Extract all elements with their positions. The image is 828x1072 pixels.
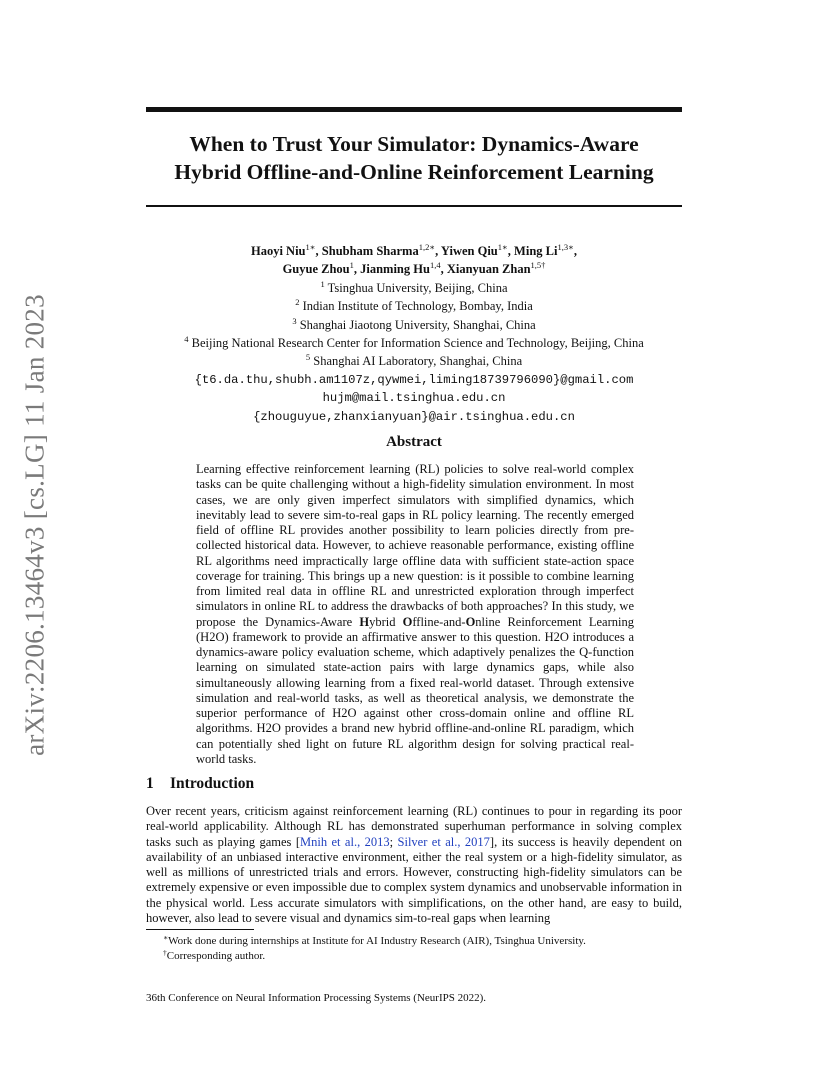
intro-text: Over recent years, criticism against reinforcement learning (RL) continues to pour in regarding its poor real-world applicability. Although RL has demonstrated superhuman performance in solving complex tasks such as playing games [ <box>146 804 682 849</box>
footnote-mark: ∗ <box>163 933 169 942</box>
author-name: Jianming Hu <box>360 262 430 277</box>
affiliation-sup: 1 <box>320 278 325 289</box>
section-title: Introduction <box>170 775 255 792</box>
footnotes <box>146 934 682 964</box>
affiliation-text: Tsinghua University, Beijing, China <box>327 280 508 295</box>
intro-text: ; <box>389 834 398 849</box>
affiliation-sup: 2 <box>295 297 300 308</box>
abstract-text: Learning effective reinforcement learning (RL) policies to solve real-world complex tasks can be quite challenging without a high-fidelity simulation environment. In most cases, we are only given imperfect simulators with simplified dynamics, which inevitably lead to severe sim-to-real gaps in RL policy learning. The recently emerged field of offline RL provides another possibility to learn policies directly from pre-collected historical data. However, to achieve reasonable performance, existing offline RL algorithms need impractically large offline data with sufficient state-action space coverage for training. This brings up a new question: is it possible to combine learning from limited real data in offline RL and unrestricted exploration through imperfect simulators in online RL to address the drawbacks of both approaches? In this study, we propose the Dynamics-Aware <box>196 462 634 629</box>
section-number: 1 <box>146 775 154 792</box>
footnote-text: Work done during internships at Institute for AI Industry Research (AIR), Tsinghua University. <box>168 935 586 947</box>
affiliation <box>120 352 708 370</box>
author-name: Guyue Zhou <box>282 262 350 277</box>
author-name: Yiwen Qiu <box>440 244 498 258</box>
section-heading <box>146 775 254 793</box>
abstract-text: ffline-and- <box>412 614 466 629</box>
author-sup: 1,3∗ <box>557 242 574 252</box>
author-sup: 1,2∗ <box>418 242 436 252</box>
author-name: Ming Li <box>514 244 558 258</box>
abstract-text: ybrid <box>369 614 403 629</box>
title-top-rule <box>146 107 682 112</box>
affiliation-text: Shanghai AI Laboratory, Shanghai, China <box>313 354 523 369</box>
arxiv-identifier <box>10 290 60 760</box>
email-line[interactable]: {zhouguyue,zhanxianyuan}@air.tsinghua.edu.cn <box>253 409 575 424</box>
affiliation <box>120 297 708 315</box>
intro-paragraph <box>146 804 682 926</box>
abstract-body <box>196 462 634 767</box>
title-bottom-rule <box>146 205 682 207</box>
abstract-bold-letter: O <box>465 614 476 629</box>
affiliation-sup: 3 <box>292 315 297 326</box>
author-name: Haoyi Niu <box>250 244 306 258</box>
abstract-bold-letter: H <box>359 614 370 629</box>
email-line[interactable]: {t6.da.thu,shubh.am1107z,qywmei,liming18739796090}@gmail.com <box>194 372 634 387</box>
intro-text: ], its success is heavily dependent on availability of an unbiased interactive environment, either the real system or a high-fidelity simulator, as well as millions of unrestricted trials and errors. However, constructing high-fidelity simulators can be extremely expensive or even impossible due to complex system dynamics and unobservable information in the physical world. Less accurate simulators with simplifications, on the other hand, are easy to build, however, also lead to severe visual and dynamics sim-to-real gaps when learning <box>146 834 682 926</box>
affiliation <box>120 316 708 334</box>
affiliation-text: Shanghai Jiaotong University, Shanghai, China <box>299 317 536 332</box>
affiliation <box>120 279 708 297</box>
author-sup: 1,5† <box>530 260 546 271</box>
footnote <box>146 949 682 964</box>
affiliation-sup: 5 <box>305 352 311 363</box>
paper-title <box>146 130 682 186</box>
affiliation-text: Indian Institute of Technology, Bombay, India <box>302 299 533 314</box>
abstract-paragraph <box>196 462 634 767</box>
title-line-2: Hybrid Offline-and-Online Reinforcement Learning <box>174 160 654 184</box>
footnote-text: Corresponding author. <box>166 950 266 962</box>
author-line-2: Guyue Zhou$^1$, Jianming Hu$^{1,4}$, Xianyuan Zhan$^{1,5\dagger}$ <box>282 260 546 277</box>
abstract-heading: Abstract <box>386 434 442 450</box>
citation-link[interactable]: Mnih et al., 2013 <box>300 834 390 849</box>
author-sup: 1,4 <box>429 260 441 271</box>
citation-link[interactable]: Silver et al., 2017 <box>397 834 490 849</box>
footnote-rule <box>146 929 254 930</box>
affiliation-text: Beijing National Research Center for Information Science and Technology, Beijing, China <box>191 336 644 351</box>
intro-body <box>146 804 682 926</box>
author-sup: 1∗ <box>497 242 508 252</box>
affiliation <box>120 334 708 352</box>
abstract-text: nline Reinforcement Learning (H2O) framework to provide an affirmative answer to this question. H2O introduces a dynamics-aware policy evaluation scheme, which adaptively penalizes the Q-function learning on simulated state-action pairs with large dynamics gaps, while also simultaneously allowing learning from a fixed real-world dataset. Through extensive simulation and real-world tasks, as well as theoretical analysis, we demonstrate the superior performance of H2O against other cross-domain online and offline RL algorithms. H2O provides a brand new hybrid offline-and-online RL paradigm, which can potentially shed light on future RL algorithm design for solving practical real-world tasks. <box>196 614 634 766</box>
author-name: Shubham Sharma <box>321 244 419 258</box>
email-line[interactable]: hujm@mail.tsinghua.edu.cn <box>322 391 506 406</box>
author-block <box>120 242 708 426</box>
affiliation-sup: 4 <box>184 334 189 345</box>
footnote <box>146 934 682 949</box>
author-sup: 1 <box>349 260 354 271</box>
author-line-1: Haoyi Niu$^{1∗}$, Shubham Sharma$^{1,2∗}$, Yiwen Qiu$^{1∗}$, Ming $Li^{1,3∗}$, <box>250 242 577 258</box>
author-name: Xianyuan Zhan <box>446 262 531 277</box>
title-line-1: When to Trust Your Simulator: Dynamics-Aware <box>189 132 639 156</box>
abstract-bold-letter: O <box>402 614 413 629</box>
author-sup: 1∗ <box>305 242 316 252</box>
arxiv-identifier-text: arXiv:2206.13464v3 [cs.LG] 11 Jan 2023 <box>19 294 50 756</box>
footnote-mark: † <box>163 948 167 957</box>
venue-note: 36th Conference on Neural Information Processing Systems (NeurIPS 2022). <box>146 992 487 1004</box>
